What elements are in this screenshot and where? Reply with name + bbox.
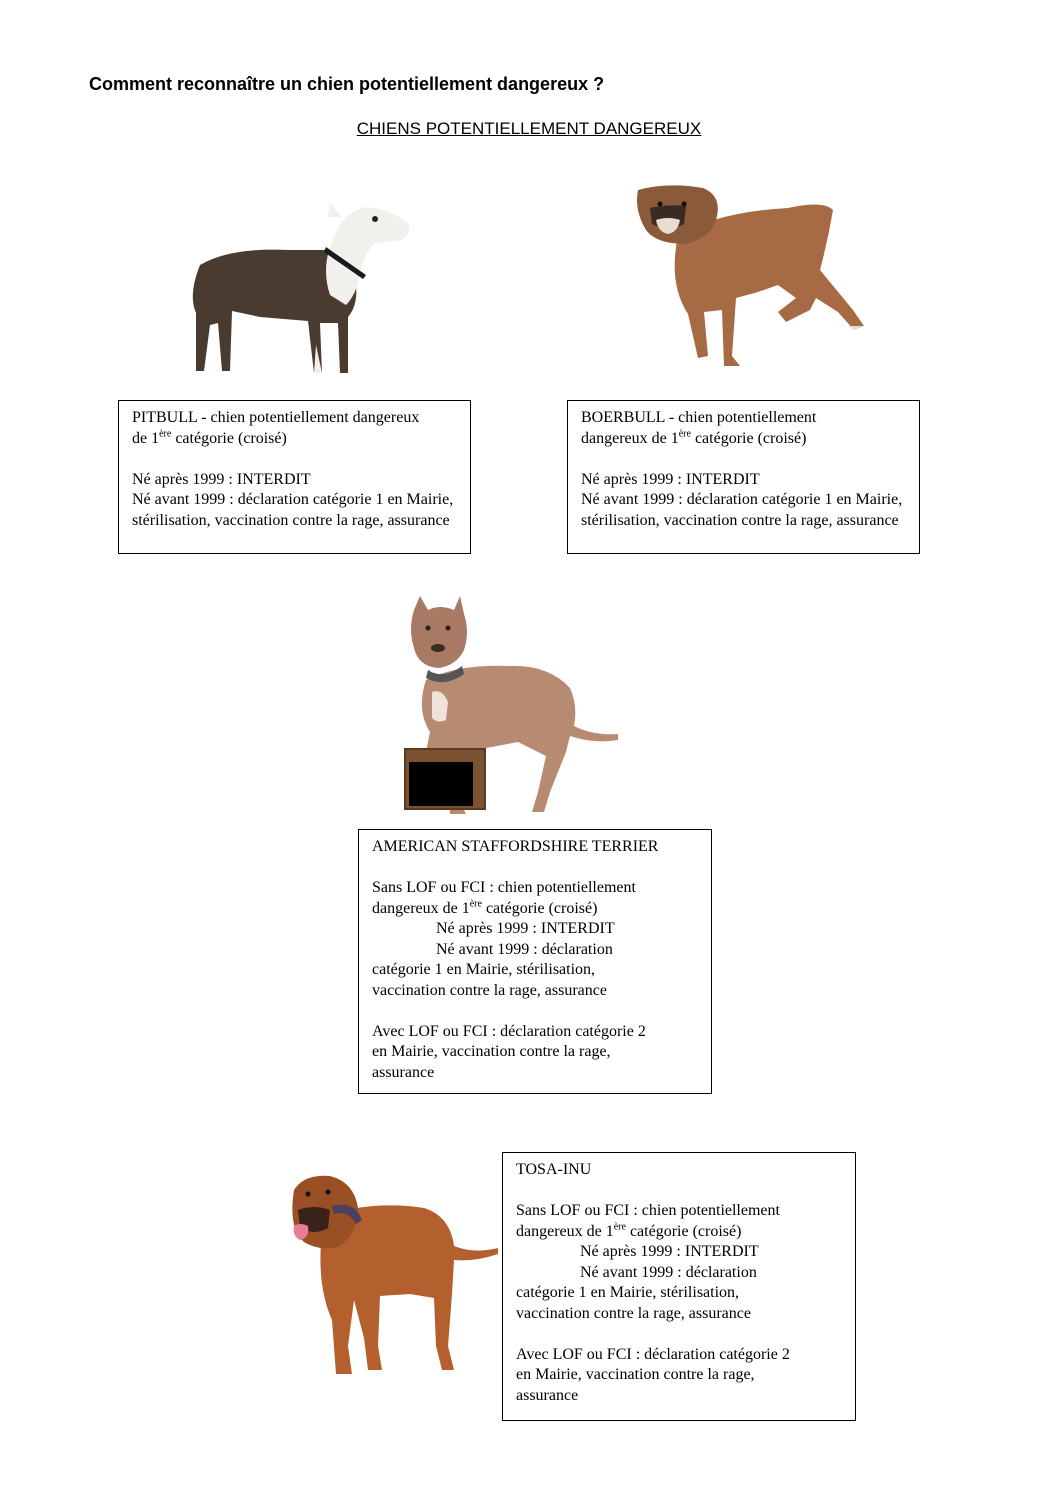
page-heading: Comment reconnaître un chien potentiellement dangereux ? <box>89 74 605 94</box>
boerbull-born-after: Né après 1999 : INTERDIT <box>581 470 760 488</box>
amstaff-born-before-3: vaccination contre la rage, assurance <box>372 981 607 999</box>
boerbull-title: BOERBULL - chien potentiellement <box>581 409 817 426</box>
wooden-box-image <box>404 748 486 810</box>
tosa-born-before-1: Né avant 1999 : déclaration <box>580 1263 757 1281</box>
tosa-inu-dog-image <box>284 1170 502 1376</box>
pitbull-title: PITBULL - chien potentiellement dangereux <box>132 409 420 426</box>
tosa-born-after: Né après 1999 : INTERDIT <box>580 1243 759 1260</box>
tosa-with-lof-1: Avec LOF ou FCI : déclaration catégorie 2 <box>516 1345 790 1363</box>
boerbull-category <box>581 429 909 450</box>
boerbull-category-suffix: catégorie (croisé) <box>690 429 807 447</box>
tosa-category-sup: ère <box>613 1221 626 1233</box>
section-subheading: CHIENS POTENTIELLEMENT DANGEREUX <box>356 119 702 138</box>
amstaff-category-suffix: catégorie (croisé) <box>481 899 598 917</box>
tosa-title: TOSA-INU <box>516 1161 592 1178</box>
boerbull-card <box>567 400 920 554</box>
pitbull-dog-image <box>170 195 420 380</box>
pitbull-born-after: Né après 1999 : INTERDIT <box>132 470 311 488</box>
amstaff-with-lof-2: en Mairie, vaccination contre la rage, <box>372 1043 611 1060</box>
amstaff-category-prefix: dangereux de 1 <box>372 899 470 917</box>
amstaff-title: AMERICAN STAFFORDSHIRE TERRIER <box>372 838 659 855</box>
amstaff-born-before-1: Né avant 1999 : déclaration <box>436 940 613 958</box>
pitbull-category-prefix: de 1 <box>132 429 160 447</box>
tosa-with-lof-2: en Mairie, vaccination contre la rage, <box>516 1366 755 1383</box>
tosa-category-suffix: catégorie (croisé) <box>625 1222 742 1240</box>
redacted-block <box>409 762 473 806</box>
tosa-without-lof: Sans LOF ou FCI : chien potentiellement <box>516 1202 780 1219</box>
boerbull-born-before: Né avant 1999 : déclaration catégorie 1 en Mairie, stérilisation, vaccination contre la rage, assurance <box>581 491 903 529</box>
tosa-category <box>516 1222 845 1243</box>
amstaff-category <box>372 899 701 920</box>
boerbull-category-prefix: dangereux de 1 <box>581 429 679 447</box>
tosa-inu-card <box>502 1152 856 1421</box>
pitbull-category <box>132 429 460 450</box>
amstaff-born-before-2: catégorie 1 en Mairie, stérilisation, <box>372 961 596 978</box>
pitbull-category-sup: ère <box>159 428 172 440</box>
tosa-with-lof-3: assurance <box>516 1386 579 1404</box>
amstaff-with-lof-1: Avec LOF ou FCI : déclaration catégorie 2 <box>372 1022 646 1040</box>
boerbull-category-sup: ère <box>678 428 691 440</box>
tosa-born-before-3: vaccination contre la rage, assurance <box>516 1304 751 1322</box>
amstaff-category-sup: ère <box>469 898 482 910</box>
pitbull-category-suffix: catégorie (croisé) <box>171 429 287 447</box>
amstaff-with-lof-3: assurance <box>372 1063 435 1081</box>
tosa-born-before-2: catégorie 1 en Mairie, stérilisation, <box>516 1284 740 1301</box>
amstaff-born-after: Né après 1999 : INTERDIT <box>436 920 615 937</box>
tosa-category-prefix: dangereux de 1 <box>516 1222 614 1240</box>
boerbull-dog-image <box>628 180 873 380</box>
pitbull-born-before: Né avant 1999 : déclaration catégorie 1 en Mairie, stérilisation, vaccination contre la rage, assurance <box>132 491 454 529</box>
amstaff-without-lof: Sans LOF ou FCI : chien potentiellement <box>372 879 636 896</box>
amstaff-card <box>358 829 712 1094</box>
pitbull-card <box>118 400 471 554</box>
